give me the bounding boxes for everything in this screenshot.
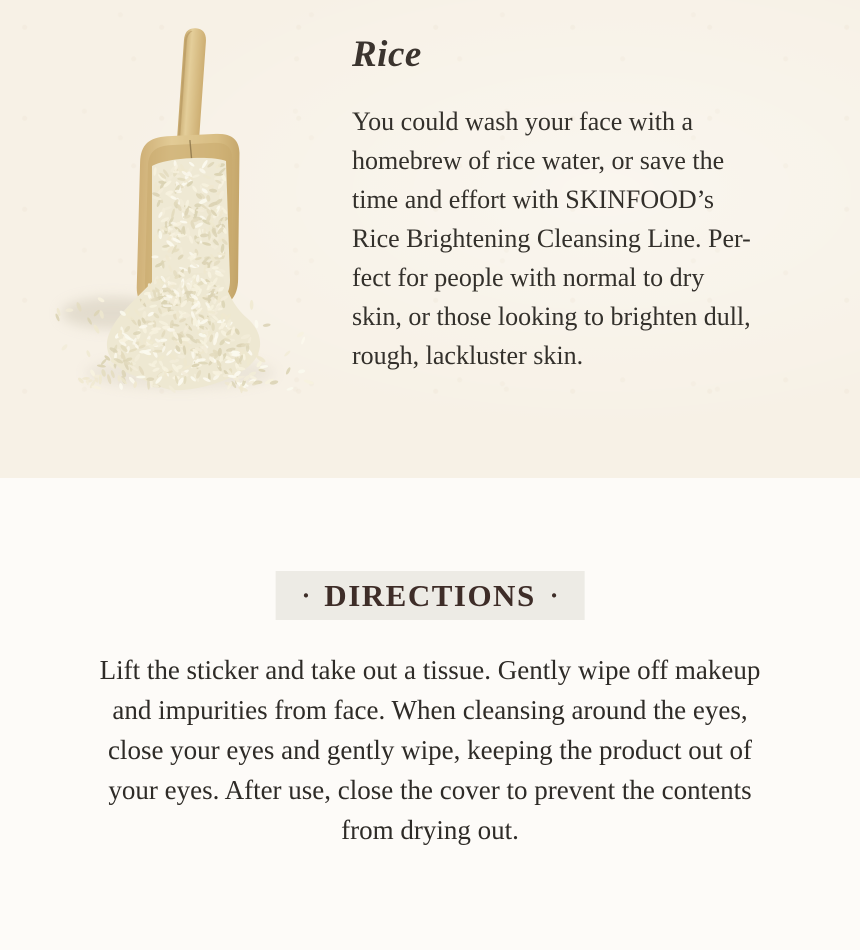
directions-line: close your eyes and gently wipe, keeping the product out of [107,735,753,765]
heading-dot-right: · [549,581,559,610]
directions-line: Lift the sticker and take out a tissue. Gently wipe off makeup [99,655,761,685]
description-line: skin, or those looking to brighten dull, [352,301,751,331]
description-line: homebrew of rice water, or save the [352,145,725,175]
ingredient-description [352,102,832,375]
scoop-handle [177,28,207,143]
heading-dot-left: · [301,581,311,610]
directions-heading [276,571,585,620]
directions-line: and impurities from face. When cleansing around the eyes, [112,695,748,725]
description-line: time and effort with SKINFOOD’s [352,184,715,214]
description-line: rough, lackluster skin. [352,340,584,370]
description-line: Rice Brightening Cleansing Line. Per- [352,223,751,253]
directions-line: from drying out. [341,815,519,845]
ingredient-text-block [352,34,832,375]
description-line: fect for people with normal to dry [352,262,705,292]
ingredient-title: Rice [352,34,422,75]
directions-section [0,478,860,950]
description-line: You could wash your face with a [352,106,694,136]
directions-heading-label: DIRECTIONS [324,578,536,613]
rice-scoop-photo [25,18,325,403]
directions-body [40,650,820,850]
directions-line: your eyes. After use, close the cover to prevent the contents [108,775,752,805]
